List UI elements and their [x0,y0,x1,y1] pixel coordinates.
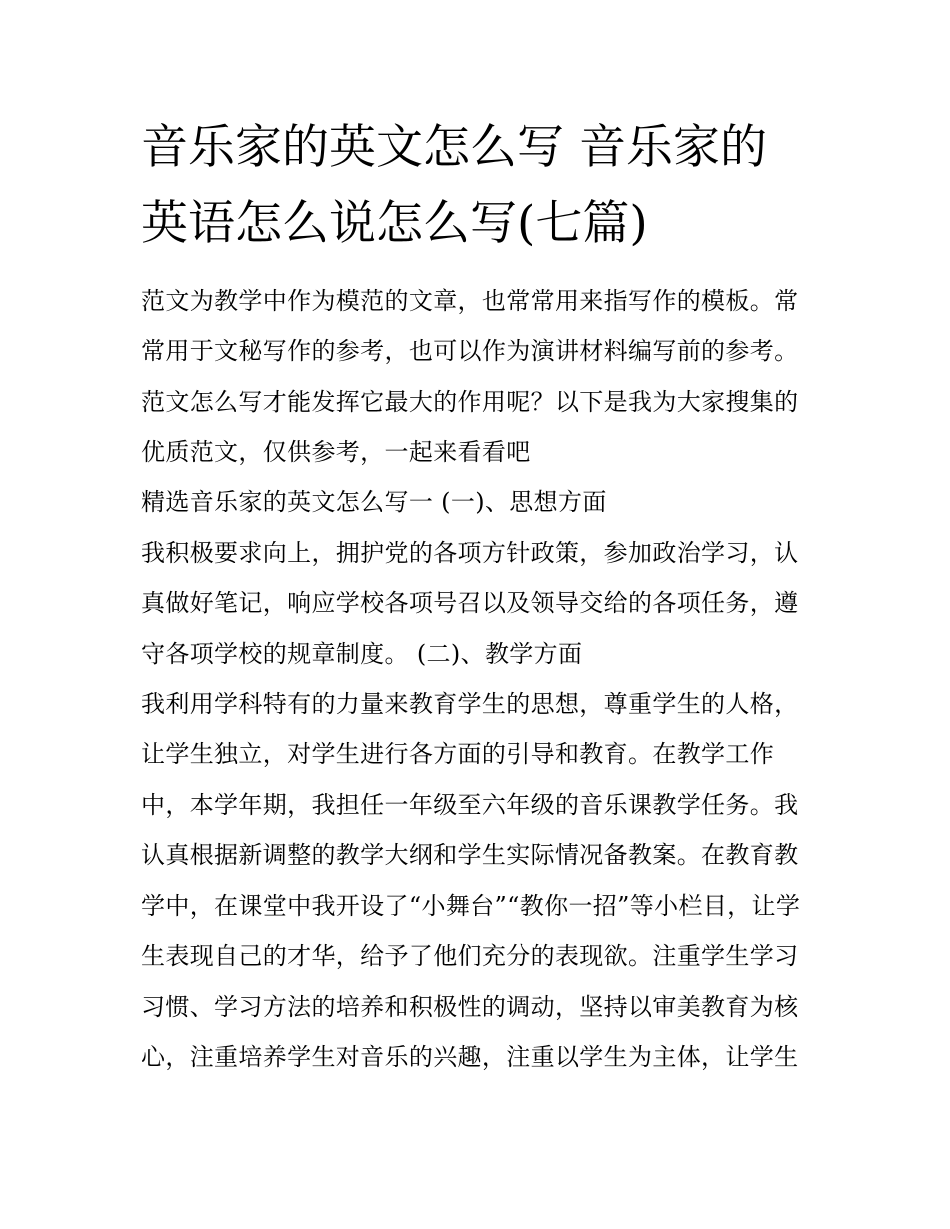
body-line-13: 学中，在课堂中我开设了“小舞台”“教你一招”等小栏目，让学 [141,892,801,920]
document-title-line-1: 音乐家的英文怎么写 音乐家的 [141,120,767,175]
body-line-3: 范文怎么写才能发挥它最大的作用呢？以下是我为大家搜集的 [141,388,799,416]
body-line-10: 让学生独立，对学生进行各方面的引导和教育。在教学工作 [141,740,775,768]
body-line-6: 我积极要求向上，拥护党的各项方针政策，参加政治学习，认 [141,539,799,567]
body-line-2: 常用于文秘写作的参考，也可以作为演讲材料编写前的参考。 [141,337,799,365]
section-heading-1: 精选音乐家的英文怎么写一 (一)、思想方面 [141,488,607,516]
body-line-16: 心，注重培养学生对音乐的兴趣，注重以学生为主体，让学生 [141,1043,799,1071]
body-line-15: 习惯、学习方法的培养和积极性的调动，坚持以审美教育为核 [141,993,799,1021]
body-line-12: 认真根据新调整的教学大纲和学生实际情况备教案。在教育教 [141,841,799,869]
document-title-line-2: 英语怎么说怎么写(七篇) [141,196,648,251]
body-line-11: 中，本学年期，我担任一年级至六年级的音乐课教学任务。我 [141,791,799,819]
body-line-8: 守各项学校的规章制度。 (二)、教学方面 [141,640,583,668]
body-line-4: 优质范文，仅供参考，一起来看看吧 [141,438,531,466]
body-line-1: 范文为教学中作为模范的文章，也常常用来指写作的模板。常 [141,287,799,315]
body-line-7: 真做好笔记，响应学校各项号召以及领导交给的各项任务，遵 [141,589,799,617]
body-line-9: 我利用学科特有的力量来教育学生的思想，尊重学生的人格， [141,690,799,718]
body-line-14: 生表现自己的才华，给予了他们充分的表现欲。注重学生学习 [141,942,799,970]
